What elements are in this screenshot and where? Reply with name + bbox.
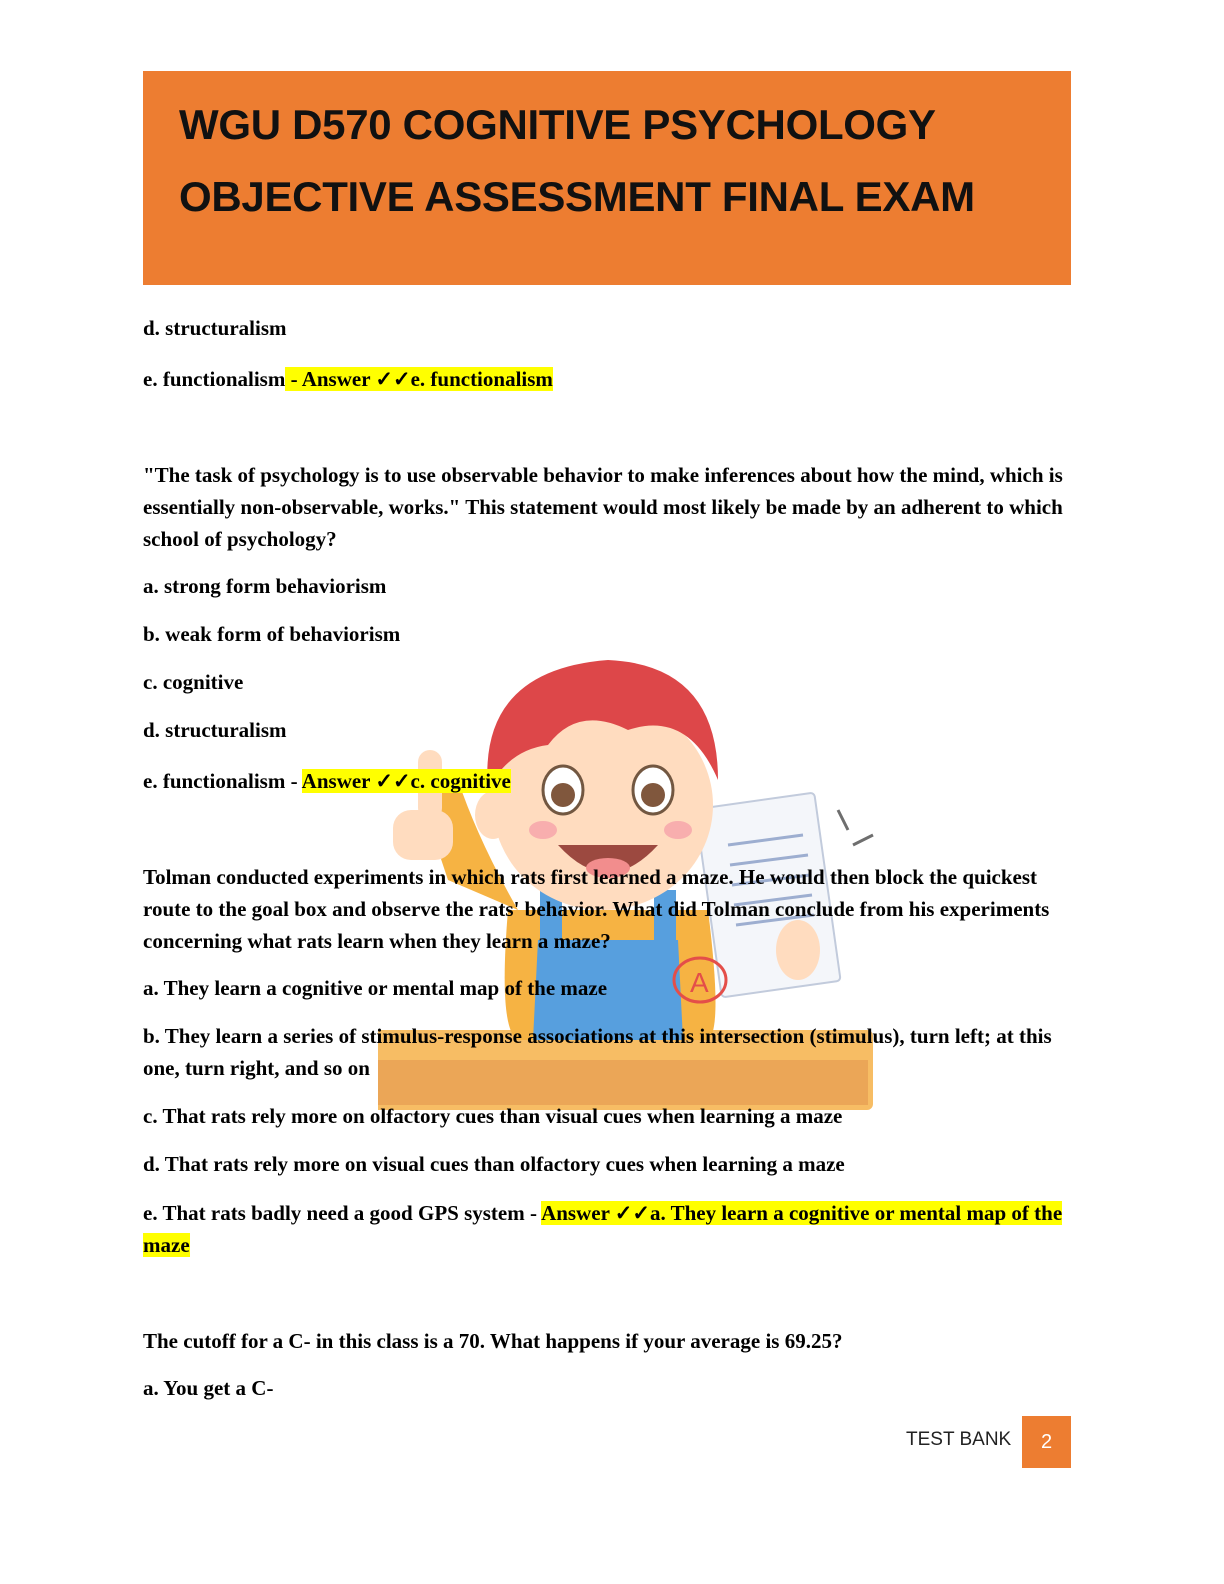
sparkle-line-1 (838, 810, 848, 830)
q2-option-e-text: e. functionalism - (143, 769, 302, 793)
page-number-badge (1022, 1416, 1071, 1468)
q1-answer-separator: - (285, 367, 302, 391)
q3-option-a: a. They learn a cognitive or mental map of the maze (143, 976, 608, 1000)
sparkle-line-2 (853, 835, 873, 845)
q3-option-b: b. They learn a series of stimulus-response associations at this intersection (stimulus), turn left; at this one, turn right, and so on (143, 1024, 1052, 1080)
grade-letter: A (690, 967, 709, 998)
ear (475, 791, 511, 839)
q2-option-a: a. strong form behaviorism (143, 574, 387, 598)
q2-option-d: d. structuralism (143, 718, 287, 742)
q2-question: "The task of psychology is to use observable behavior to make inferences about how the mind, which is essentially non-observable, works." This statement would most likely be made by an adherent to which school of psychology? (143, 463, 1063, 551)
title-banner (143, 71, 1071, 285)
q3-option-c: c. That rats rely more on olfactory cues than visual cues when learning a maze (143, 1104, 843, 1128)
q2-answer-highlight: Answer ✓✓c. cognitive (301, 769, 511, 793)
q3-option-e (143, 1197, 1073, 1261)
title-line-1: WGU D570 COGNITIVE PSYCHOLOGY (179, 101, 936, 148)
q1-option-e (143, 363, 1073, 395)
q1-option-d: d. structuralism (143, 316, 287, 340)
q2-option-b: b. weak form of behaviorism (143, 622, 401, 646)
q2-option-c: c. cognitive (143, 670, 244, 694)
title-line-2: OBJECTIVE ASSESSMENT FINAL EXAM (179, 173, 975, 220)
left-cheek (529, 821, 557, 839)
q3-option-e-text: e. That rats badly need a good GPS system - (143, 1201, 542, 1225)
right-cheek (664, 821, 692, 839)
q4-question: The cutoff for a C- in this class is a 70. What happens if your average is 69.25? (143, 1329, 843, 1353)
page-number: 2 (1040, 1430, 1053, 1453)
q3-option-d: d. That rats rely more on visual cues than olfactory cues when learning a maze (143, 1152, 845, 1176)
q1-answer-highlight: Answer ✓✓e. functionalism (301, 367, 553, 391)
q4-option-a: a. You get a C- (143, 1376, 274, 1400)
q3-question: Tolman conducted experiments in which rats first learned a maze. He would then block the quickest route to the goal box and observe the rats' behavior. What did Tolman conclude from his experiments concerning what rats learn when they learn a maze? (143, 865, 1050, 953)
q1-option-e-text: e. functionalism (143, 367, 286, 391)
q2-option-e (143, 765, 1073, 797)
q3-answer-highlight: Answer ✓✓a. They learn a cognitive or mental map of the maze (143, 1201, 1063, 1257)
footer-label: TEST BANK (906, 1429, 1012, 1450)
